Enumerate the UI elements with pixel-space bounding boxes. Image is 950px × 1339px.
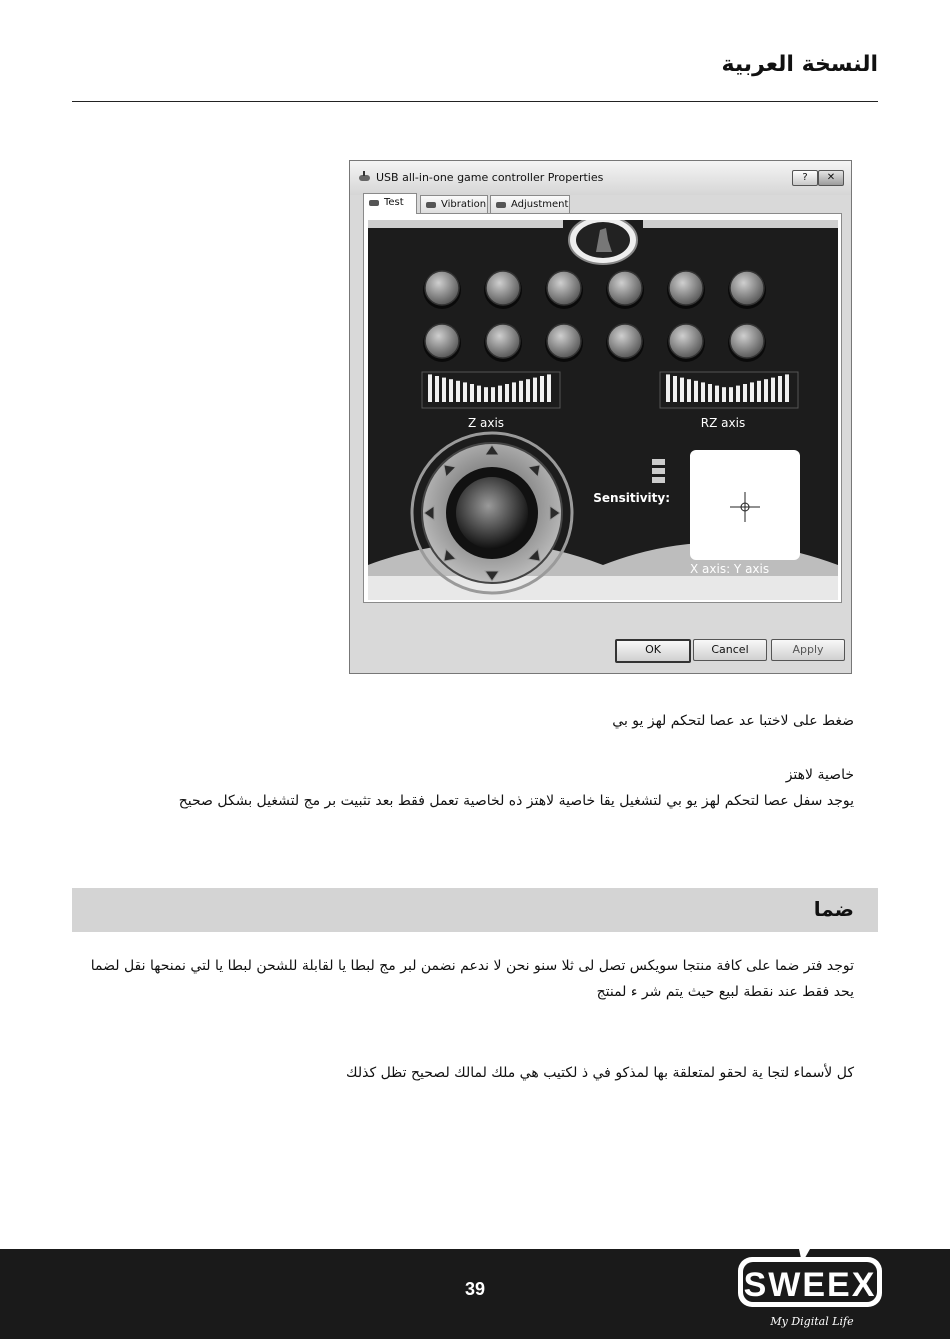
tab-vibration[interactable] [420,195,488,213]
axis-meter-bar [764,379,768,402]
controller-button [547,324,581,358]
tab-adjustment[interactable] [490,195,570,213]
axis-meter-bar [771,378,775,402]
axis-meter-bar [680,378,684,402]
axis-meter-bar [673,376,677,402]
controller-button [486,324,520,358]
controller-button [730,324,764,358]
page-title: النسخة العربية [721,52,878,77]
apply-button[interactable]: Apply [771,639,845,661]
test-instruction-paragraph: ضغط على لاختبا عد عصا لتحكم لهز يو بي [612,713,854,729]
axis-meter-bar [778,376,782,402]
tab-test[interactable] [363,193,417,214]
help-button[interactable]: ? [792,170,818,186]
sensitivity-bar [652,468,665,474]
axis-meter-bar [750,382,754,402]
axis-meter-bar [484,387,488,402]
controller-test-graphic [368,220,838,600]
sensitivity-bar [652,477,665,483]
title-divider [72,101,878,102]
axis-meter-bar [519,381,523,402]
axis-meter-bar [722,387,726,402]
logo-text: SWEEX [743,1266,877,1304]
tab-vibration-label: Vibration [441,199,487,210]
sensitivity-label: Sensitivity: [593,491,670,505]
rz-axis-label: RZ axis [700,416,746,430]
dialog-title: USB all-in-one game controller Properties [376,171,604,184]
sensitivity-bar [652,459,665,465]
trademark-paragraph: كل لأسماء لتجا ية لحقو لمتعلقة بها لمذكو في ذ لكتيب هي ملك لمالك لصحيح تظل كذلك [346,1065,854,1081]
axis-meter-bar [505,384,509,402]
axis-meter-bar [687,379,691,402]
axis-meter-bar [547,374,551,402]
axis-meter-bar [729,387,733,402]
axis-meter-bar [701,382,705,402]
close-button[interactable]: ✕ [818,170,844,186]
axis-meter-bar [470,384,474,402]
controller-properties-dialog [349,160,852,674]
axis-meter-bar [449,379,453,402]
axis-meter-bar [435,376,439,402]
axis-meter-bar [743,384,747,402]
warranty-paragraph: توجد فتر ضما على كافة منتجا سويكس تصل لى ثلا سنو نحن لا ندعم نضمن لبر مج لبطا يا لقابلة للشحن لبطا يا لتي نمنحها نقل لضما يحد فقط عند نقطة لبيع حيث يتم شر ء لمنتج [90,958,854,1000]
axis-meter-bar [540,376,544,402]
controller-button [608,271,642,305]
cancel-button[interactable]: Cancel [693,639,767,661]
axis-meter-bar [533,378,537,402]
controller-button [669,271,703,305]
tab-adjustment-label: Adjustment [511,199,569,210]
vibration-heading: خاصية لاهتز [785,767,854,783]
gamepad-icon [368,197,380,208]
axis-meter-bar [785,374,789,402]
axis-meter-bar [477,386,481,402]
controller-button [486,271,520,305]
test-tab-panel [363,213,842,603]
axis-meter-bar [456,381,460,402]
axis-meter-bar [442,378,446,402]
axis-meter-bar [757,381,761,402]
controller-button [608,324,642,358]
axis-meter-bar [463,382,467,402]
axis-meter-bar [428,374,432,402]
controller-button [730,271,764,305]
controller-button [425,271,459,305]
sweex-logo [730,1227,890,1331]
warranty-section-bar [72,888,878,932]
gamepad-icon [495,199,507,210]
axis-meter-bar [666,374,670,402]
tab-test-label: Test [384,197,404,208]
vibration-paragraph: يوجد سفل عصا لتحكم لهز يو بي لتشغيل يقا خاصية لاهتز ذه لخاصية تعمل فقط بعد تثبيت بر مج لتشغيل بشكل صحيح [178,793,854,809]
gamepad-icon [358,170,371,183]
gamepad-icon [425,199,437,210]
z-axis-label: Z axis [467,416,505,430]
ok-button[interactable]: OK [615,639,691,663]
dialog-titlebar[interactable] [350,161,851,195]
controller-button [669,324,703,358]
controller-button [425,324,459,358]
controller-button [547,271,581,305]
logo-tagline: My Digital Life [770,1315,854,1328]
axis-meter-bar [498,386,502,402]
analog-stick [456,477,528,549]
axis-meter-bar [491,387,495,402]
page-number: 39 [464,1279,486,1299]
axis-meter-bar [526,379,530,402]
xy-axis-label: X axis: Y axis [690,562,770,576]
axis-meter-bar [708,384,712,402]
page-footer [0,1249,950,1339]
section-title: ضما [813,897,854,921]
axis-meter-bar [512,382,516,402]
axis-meter-bar [736,386,740,402]
axis-meter-bar [694,381,698,402]
axis-meter-bar [715,386,719,402]
